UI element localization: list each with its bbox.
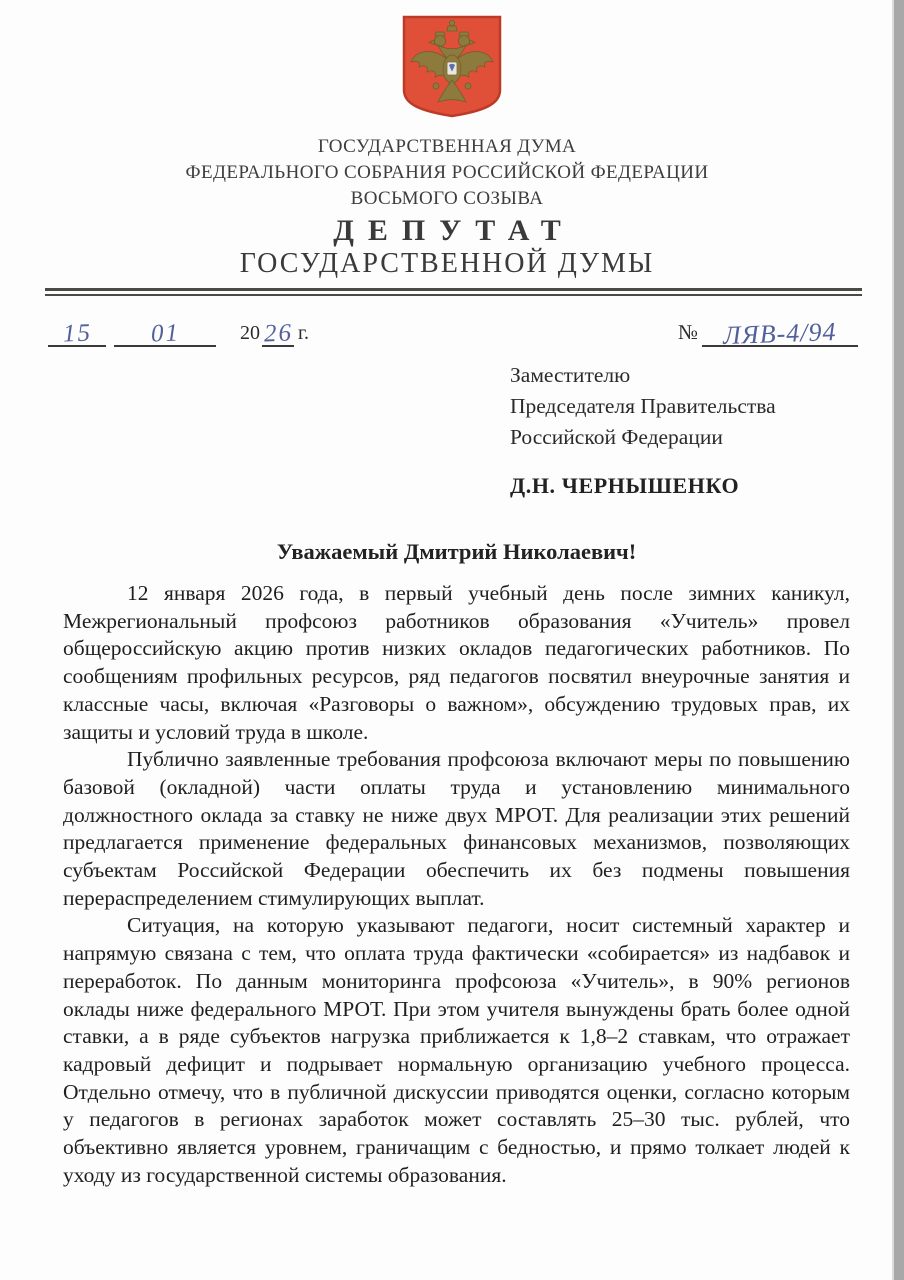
body-paragraph: 12 января 2026 года, в первый учебный день после зимних каникул, Межрегиональный профсоюз работников образования «Учитель» провел общероссийскую акцию против низких окладов педагогических работников. По сообщениям профильных ресурсов, ряд педагогов посвятил внеурочные занятия и классные часы, включая «Разговоры о важном», обсуждению трудовых прав, их защиты и условий труда в школе. [63,581,850,744]
handwritten-year: 26 [263,319,293,348]
date-year-field [262,317,294,347]
russian-coat-of-arms-icon [398,14,506,125]
salutation: Уважаемый Дмитрий Николаевич! [276,539,637,564]
deputy-title: ДЕПУТАТ [333,214,575,247]
date-day-field [48,317,106,347]
addressee-name: Д.Н. ЧЕРНЫШЕНКО [510,473,740,498]
date-month-field [114,317,216,347]
body-paragraph: Ситуация, на которую указывают педагоги, носит системный характер и напрямую связана с тем, что оплата труда фактически «собирается» из надбавок и переработок. По данным мониторинга профсоюза «Учитель», в 90% регионов оклады ниже федерального МРОТ. При этом учителя вынуждены брать более одной ставки, а в ряде субъектов нагрузка приближается к 1,8–2 ставкам, что отражает кадровый дефицит и подрывает нормальную организацию учебного процесса. Отдельно отмечу, что в публичной дискуссии приводятся оценки, согласно которым у педагогов в регионах заработок может составлять 25–30 тыс. рублей, что объективно является уровнем, граничащим с бедностью, и прямо толкает людей к уходу из государственной системы образования. [63,913,850,1187]
org-line-1: ГОСУДАРСТВЕННАЯ ДУМА [317,136,577,157]
document-number-field [702,315,858,350]
org-line-2: ФЕДЕРАЛЬНОГО СОБРАНИЯ РОССИЙСКОЙ ФЕДЕРАЦИИ [185,162,709,183]
letter-body [63,580,850,1189]
year-unit-label: г. [298,322,309,344]
addressee-line: Заместителю [510,363,631,387]
handwritten-day: 15 [62,319,92,348]
org-line-3: ВОСЬМОГО СОЗЫВА [350,188,544,209]
addressee-line: Российской Федерации [510,425,723,449]
letterhead-divider [45,288,862,296]
body-paragraph: Публично заявленные требования профсоюза включают меры по повышению базовой (окладной) части оплаты труда и установлению минимального должностного оклада за ставку не ниже двух МРОТ. Для реализации этих решений предлагается применение федеральных финансовых механизмов, позволяющих субъектам Российской Федерации обеспечить их без подмены повышения перераспределением стимулирующих выплат. [63,747,850,910]
date-and-number-row [48,305,860,349]
org-name-block [0,134,894,212]
year-prefix-label: 20 [240,322,260,344]
addressee-block [510,360,864,501]
deputy-subtitle: ГОСУДАРСТВЕННОЙ ДУМЫ [239,248,655,279]
addressee-line: Председателя Правительства [510,394,776,418]
number-sign-label: № [678,320,699,344]
handwritten-month: 01 [150,319,180,348]
letterhead-title-block [0,214,894,280]
handwritten-document-number: ЛЯВ-4/94 [722,317,838,350]
